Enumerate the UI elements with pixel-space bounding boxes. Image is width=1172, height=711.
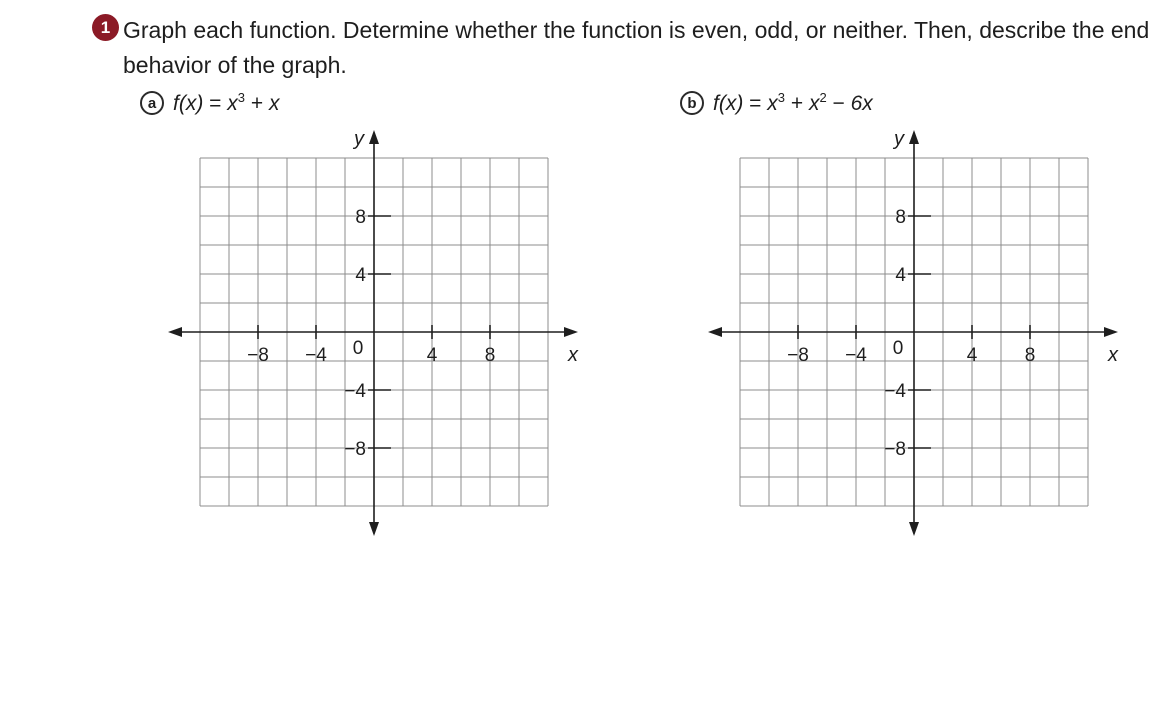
y-tick-label: 8 [355,207,366,228]
coordinate-grid-a[interactable] [165,120,585,545]
question-number-badge: 1 [92,14,119,41]
part-b-function: $f(x) = x^3 + x^2 - 6x$ [713,90,873,115]
part-a-label [140,88,279,118]
x-axis-left-arrow [708,327,722,337]
y-tick-label: −8 [344,439,366,460]
origin-label: 0 [892,338,904,359]
x-axis-label: x [568,344,578,366]
y-tick-label: −8 [884,439,906,460]
x-axis-label: x [1108,344,1118,366]
x-tick-label: −4 [845,345,867,366]
x-tick-label: −8 [247,345,269,366]
y-axis-label: y [354,128,364,150]
y-tick-label: −4 [344,381,366,402]
part-b-label [680,88,873,118]
y-axis-down-arrow [909,522,919,536]
part-a-function: $f(x) = x^3 + x$ [173,90,280,115]
x-tick-label: −4 [305,345,327,366]
x-tick-label: 4 [426,345,438,366]
x-axis-left-arrow [168,327,182,337]
y-tick-label: −4 [884,381,906,402]
y-axis-down-arrow [369,522,379,536]
question-text: Graph each function. Determine whether the function is even, odd, or neither. Then, describe the end behavior of the graph. [123,17,1150,78]
x-tick-label: −8 [787,345,809,366]
y-tick-label: 8 [895,207,906,228]
x-axis-right-arrow [1104,327,1118,337]
origin-label: 0 [352,338,364,359]
x-tick-label: 4 [966,345,978,366]
x-tick-label: 8 [484,345,496,366]
y-tick-label: 4 [895,265,906,286]
x-axis-right-arrow [564,327,578,337]
y-axis-up-arrow [369,130,379,144]
y-axis-label: y [894,128,904,150]
x-tick-label: 8 [1024,345,1036,366]
y-tick-label: 4 [355,265,366,286]
y-axis-up-arrow [909,130,919,144]
coordinate-grid-b[interactable] [705,120,1125,545]
part-a-letter: a [140,91,164,115]
part-b-letter: b [680,91,704,115]
